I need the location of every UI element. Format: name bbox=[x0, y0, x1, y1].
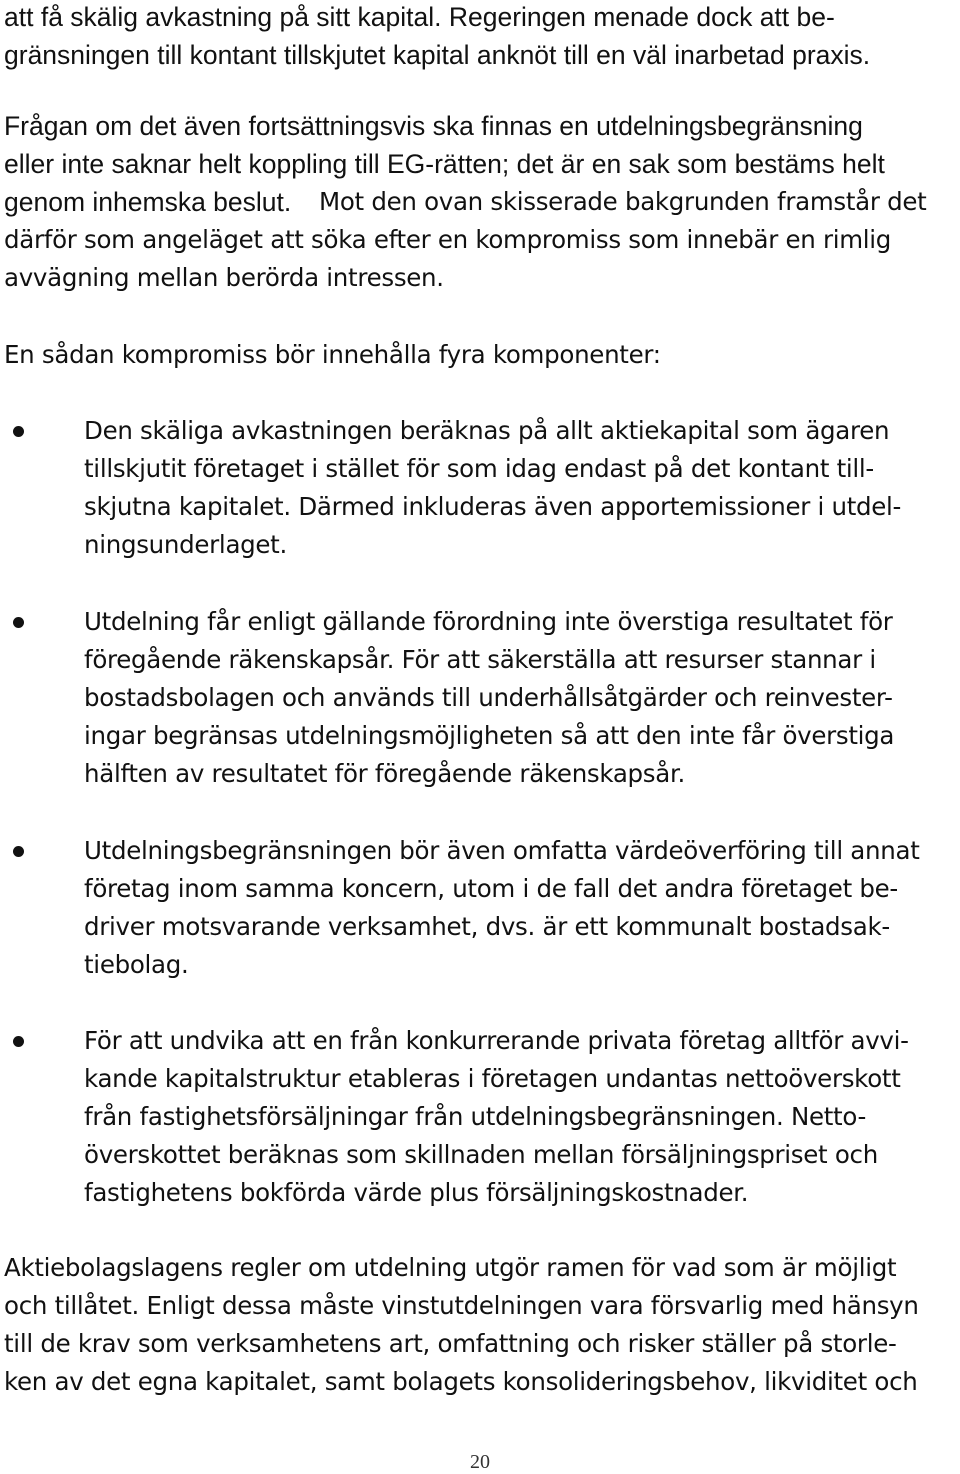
bullet-icon bbox=[13, 617, 24, 628]
text-line: ningsunderlaget. bbox=[84, 530, 287, 559]
text-line: därför som angeläget att söka efter en kompromiss som innebär en rimlig bbox=[4, 225, 892, 254]
bullet-icon bbox=[13, 846, 24, 857]
text-line: ingar begränsas utdelningsmöjligheten så att den inte får överstiga bbox=[84, 721, 895, 750]
text-line: bostadsbolagen och används till underhållsåtgärder och reinvester- bbox=[84, 683, 893, 712]
text-line: tiebolag. bbox=[84, 950, 189, 979]
text-line: Utdelningsbegränsningen bör även omfatta värdeöverföring till annat bbox=[84, 836, 920, 865]
text-line: För att undvika att en från konkurrerande privata företag alltför avvi- bbox=[84, 1026, 909, 1055]
text-line: En sådan kompromiss bör innehålla fyra komponenter: bbox=[4, 340, 661, 369]
bullet-icon bbox=[13, 1036, 24, 1047]
text-line: tillskjutit företaget i stället för som idag endast på det kontant till- bbox=[84, 454, 874, 483]
text-line: ken av det egna kapitalet, samt bolagets konsolideringsbehov, likviditet och bbox=[4, 1367, 918, 1396]
text-line: gränsningen till kontant tillskjutet kapital anknöt till en väl inarbetad praxis. bbox=[4, 40, 871, 70]
text-line: hälften av resultatet för föregående räkenskapsår. bbox=[84, 759, 685, 788]
text-line: att få skälig avkastning på sitt kapital. Regeringen menade dock att be- bbox=[4, 2, 835, 32]
text-line: avvägning mellan berörda intressen. bbox=[4, 263, 444, 292]
text-line: driver motsvarande verksamhet, dvs. är ett kommunalt bostadsak- bbox=[84, 912, 890, 941]
text-line: genom inhemska beslut. bbox=[4, 187, 292, 217]
text-line: överskottet beräknas som skillnaden mellan försäljningspriset och bbox=[84, 1140, 878, 1169]
text-line: fastighetens bokförda värde plus försäljningskostnader. bbox=[84, 1178, 749, 1207]
text-line: Den skäliga avkastningen beräknas på allt aktiekapital som ägaren bbox=[84, 416, 890, 445]
text-line: föregående räkenskapsår. För att säkerställa att resurser stannar i bbox=[84, 645, 876, 674]
text-line: Frågan om det även fortsättningsvis ska finnas en utdelningsbegränsning bbox=[4, 111, 863, 141]
text-line: Mot den ovan skisserade bakgrunden framstår det bbox=[319, 187, 927, 216]
text-line: företag inom samma koncern, utom i de fall det andra företaget be- bbox=[84, 874, 898, 903]
page-number: 20 bbox=[470, 1451, 490, 1473]
text-line: och tillåtet. Enligt dessa måste vinstutdelningen vara försvarlig med hänsyn bbox=[4, 1291, 919, 1320]
bullet-icon bbox=[13, 426, 24, 437]
text-line: Utdelning får enligt gällande förordning inte överstiga resultatet för bbox=[84, 607, 893, 636]
text-line: skjutna kapitalet. Därmed inkluderas även apportemissioner i utdel- bbox=[84, 492, 902, 521]
text-line: eller inte saknar helt koppling till EG-rätten; det är en sak som bestäms helt bbox=[4, 149, 885, 179]
text-line: från fastighetsförsäljningar från utdelningsbegränsningen. Netto- bbox=[84, 1102, 867, 1131]
text-line: Aktiebolagslagens regler om utdelning utgör ramen för vad som är möjligt bbox=[4, 1253, 897, 1282]
text-line: kande kapitalstruktur etableras i företagen undantas nettoöverskott bbox=[84, 1064, 901, 1093]
text-line: till de krav som verksamhetens art, omfattning och risker ställer på storle- bbox=[4, 1329, 897, 1358]
